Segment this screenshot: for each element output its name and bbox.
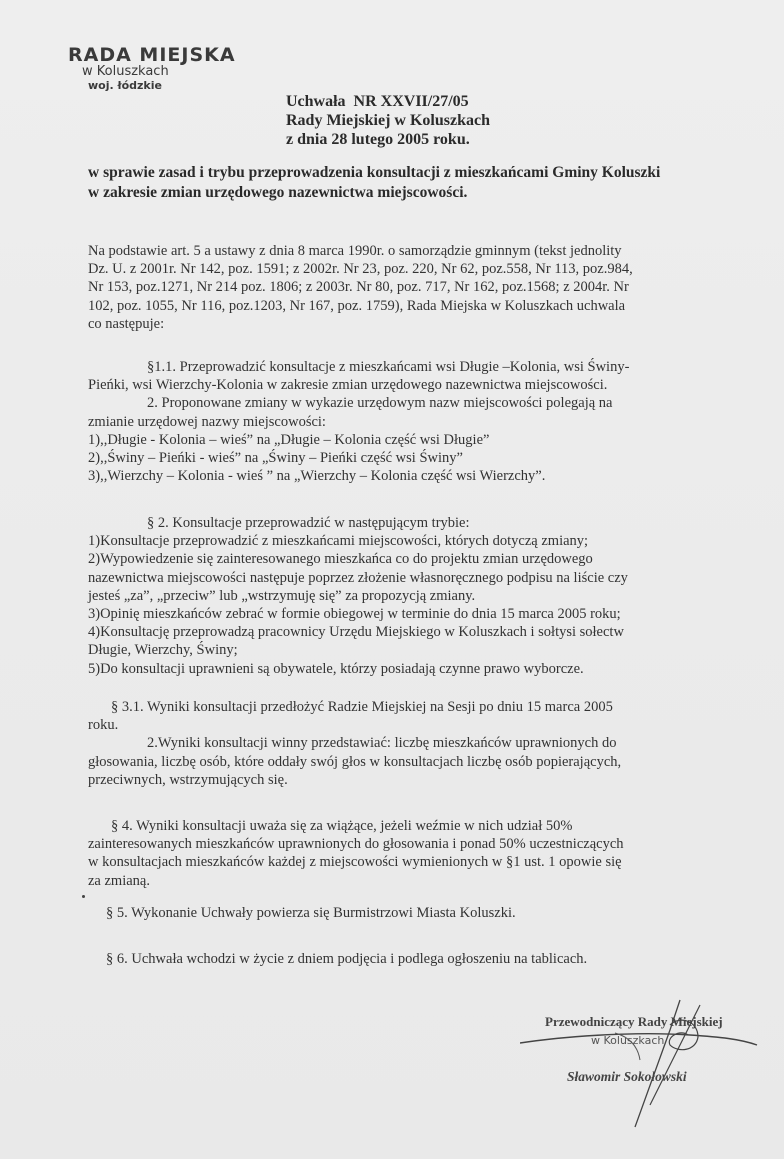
text-line: roku. xyxy=(88,717,119,734)
text-line: za zmianą. xyxy=(88,872,150,889)
section-5 xyxy=(88,904,748,922)
text-line: Pieńki, wsi Wierzchy-Kolonia w zakresie zmian urzędowego nazewnictwa miejscowości. xyxy=(88,377,608,394)
text-line: §1.1. Przeprowadzić konsultacje z mieszkańcami wsi Długie –Kolonia, wsi Świny- xyxy=(147,359,630,375)
resolution-title xyxy=(286,92,490,149)
section-6 xyxy=(88,950,748,968)
resolution-issuer: Rady Miejskiej w Koluszkach xyxy=(286,112,490,129)
text-line: 4)Konsultację przeprowadzą pracownicy Urzędu Miejskiego w Koluszkach i sołtysi sołectw xyxy=(88,624,624,641)
text-line: przeciwnych, wstrzymujących się. xyxy=(88,771,288,788)
text-line: § 4. Wyniki konsultacji uważa się za wiążące, jeżeli weźmie w nich udział 50% xyxy=(111,818,573,834)
text-line: Nr 153, poz.1271, Nr 214 poz. 1806; z 2003r. Nr 80, poz. 717, Nr 162, poz.1568; z 2004r. Nr xyxy=(88,279,629,296)
section-heading: § 2. Konsultacje przeprowadzić w następującym trybie: xyxy=(147,515,470,531)
resolution-subject xyxy=(88,163,768,203)
text-line: 3)Opinię mieszkańców zebrać w formie obiegowej w terminie do dnia 15 marca 2005 roku; xyxy=(88,606,621,623)
stamp-voivodeship: woj. łódzkie xyxy=(88,79,162,92)
text-line: Dz. U. z 2001r. Nr 142, poz. 1591; z 2002r. Nr 23, poz. 220, Nr 62, poz.558, Nr 113, poz.984, xyxy=(88,261,633,278)
handwritten-signature xyxy=(520,985,770,1135)
text-line: 102, poz. 1055, Nr 116, poz.1203, Nr 167, poz. 1759), Rada Miejska w Koluszkach uchwala xyxy=(88,297,626,314)
stamp-chairman-title: Przewodniczący Rady Miejskiej xyxy=(545,1014,723,1029)
legal-basis-paragraph xyxy=(88,242,748,333)
subject-line: w zakresie zmian urzędowego nazewnictwa miejscowości. xyxy=(88,184,468,201)
list-item: 1),,Długie - Kolonia – wieś” na „Długie – Kolonia część wsi Długie” xyxy=(88,431,490,448)
text-line: nazewnictwa miejscowości następuje poprzez złożenie własnoręcznego podpisu na liście czy xyxy=(88,569,628,586)
stamp-town: w Koluszkach xyxy=(82,64,169,79)
text-line: zainteresowanych mieszkańców uprawnionych do głosowania i ponad 50% uczestniczących xyxy=(88,836,624,853)
ink-speck xyxy=(82,895,85,898)
text-line: 2)Wypowiedzenie się zainteresowanego mieszkańca co do projektu zmian urzędowego xyxy=(88,551,593,568)
text-line: 2.Wyniki konsultacji winny przedstawiać: liczbę mieszkańców uprawnionych do xyxy=(147,735,617,752)
stamp-chairman-town: w Koluszkach xyxy=(591,1034,665,1047)
list-item: 3),,Wierzchy – Kolonia - wieś ” na „Wierzchy – Kolonia część wsi Wierzchy”. xyxy=(88,468,546,485)
text-line: co następuje: xyxy=(88,315,165,332)
text-line: jesteś „za”, „przeciw” lub „wstrzymuję się” za propozycją zmiany. xyxy=(88,587,476,604)
text-line: § 6. Uchwała wchodzi w życie z dniem podjęcia i podlega ogłoszeniu na tablicach. xyxy=(106,951,588,967)
section-2 xyxy=(88,514,748,678)
stamp-chairman-name: Sławomir Sokołowski xyxy=(567,1069,687,1084)
resolution-number: Uchwała NR XXVII/27/05 xyxy=(286,93,469,110)
text-line: zmianie urzędowej nazwy miejscowości: xyxy=(88,413,326,430)
section-4 xyxy=(88,817,748,890)
text-line: § 3.1. Wyniki konsultacji przedłożyć Radzie Miejskiej na Sesji po dniu 15 marca 2005 xyxy=(111,699,613,715)
list-item: 2),,Świny – Pieńki - wieś” na „Świny – Pieńki część wsi Świny” xyxy=(88,450,463,467)
subject-line: w sprawie zasad i trybu przeprowadzenia konsultacji z mieszkańcami Gminy Koluszki xyxy=(88,164,661,181)
stamp-council-name: RADA MIEJSKA xyxy=(68,44,236,66)
text-line: 2. Proponowane zmiany w wykazie urzędowym nazw miejscowości polegają na xyxy=(147,395,613,412)
text-line: Na podstawie art. 5 a ustawy z dnia 8 marca 1990r. o samorządzie gminnym (tekst jednolity xyxy=(88,243,622,259)
text-line: § 5. Wykonanie Uchwały powierza się Burmistrzowi Miasta Koluszki. xyxy=(106,905,516,921)
text-line: w konsultacjach mieszkańców każdej z miejscowości wymienionych w §1 ust. 1 opowie się xyxy=(88,854,622,871)
section-1 xyxy=(88,358,748,485)
text-line: głosowania, liczbę osób, które oddały swój głos w konsultacjach liczbę osób popierających, xyxy=(88,753,622,770)
resolution-date: z dnia 28 lutego 2005 roku. xyxy=(286,131,470,148)
text-line: 5)Do konsultacji uprawnieni są obywatele, którzy posiadają czynne prawo wyborcze. xyxy=(88,660,584,677)
text-line: Długie, Wierzchy, Świny; xyxy=(88,642,238,659)
section-3 xyxy=(88,698,748,789)
text-line: 1)Konsultacje przeprowadzić z mieszkańcami miejscowości, których dotyczą zmiany; xyxy=(88,533,589,550)
header-stamp xyxy=(68,44,258,92)
